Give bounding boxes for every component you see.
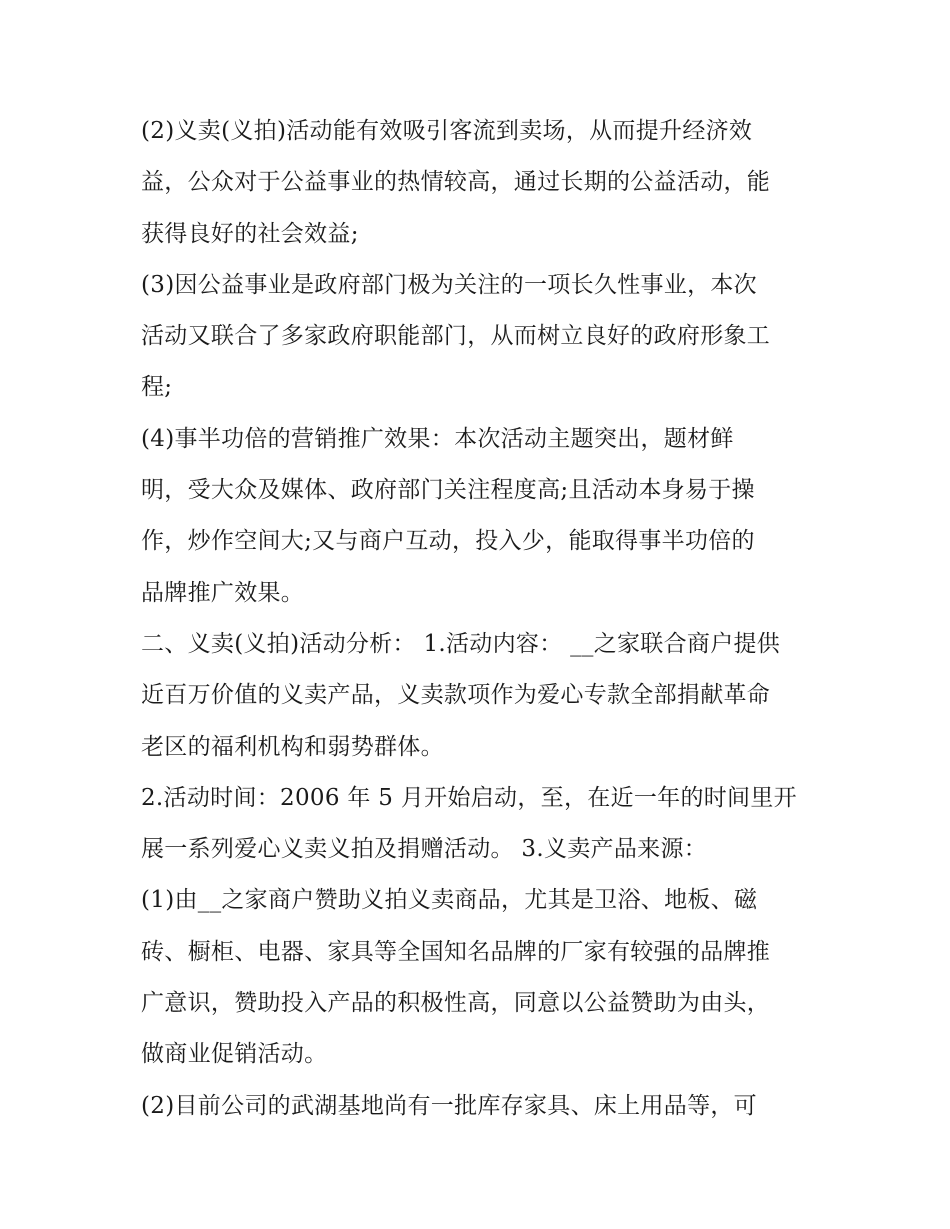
document-body [141,106,821,1132]
text-line: (4)事半功倍的营销推广效果：本次活动主题突出，题材鲜 [141,425,734,452]
text-line: (2)目前公司的武湖基地尚有一批库存家具、床上用品等，可 [141,1092,757,1119]
text-line: 近百万价值的义卖产品，义卖款项作为爱心专款全部捐献革命 [141,682,771,709]
text-line: 砖、橱柜、电器、家具等全国知名品牌的厂家有较强的品牌推 [141,938,771,965]
text-line: (3)因公益事业是政府部门极为关注的一项长久性事业，本次 [141,271,757,298]
text-line: 品牌推广效果。 [141,579,305,606]
text-line: 2.活动时间：2006 年 5 月开始启动，至，在近一年的时间里开 [141,784,797,811]
text-line: (2)义卖(义拍)活动能有效吸引客流到卖场，从而提升经济效 [141,118,753,144]
text-line: 明，受大众及媒体、政府部门关注程度高;且活动本身易于操 [141,477,755,504]
text-line: 程; [141,374,173,401]
text-line: 二、义卖(义拍)活动分析： 1.活动内容： __之家联合商户提供 [141,630,781,657]
text-line: 获得良好的社会效益; [141,220,359,247]
text-line: 益，公众对于公益事业的热情较高，通过长期的公益活动，能 [141,169,771,196]
text-line: 展一系列爱心义卖义拍及捐赠活动。 3.义卖产品来源： [141,836,708,863]
text-line: 广意识，赞助投入产品的积极性高，同意以公益赞助为由头， [141,990,771,1017]
text-line: (1)由__之家商户赞助义拍义卖商品，尤其是卫浴、地板、磁 [141,887,758,914]
text-line: 做商业促销活动。 [141,1041,328,1068]
text-line: 老区的福利机构和弱势群体。 [141,733,444,760]
text-line: 活动又联合了多家政府职能部门，从而树立良好的政府形象工 [141,323,771,350]
text-line: 作，炒作空间大;又与商户互动，投入少，能取得事半功倍的 [141,528,755,555]
